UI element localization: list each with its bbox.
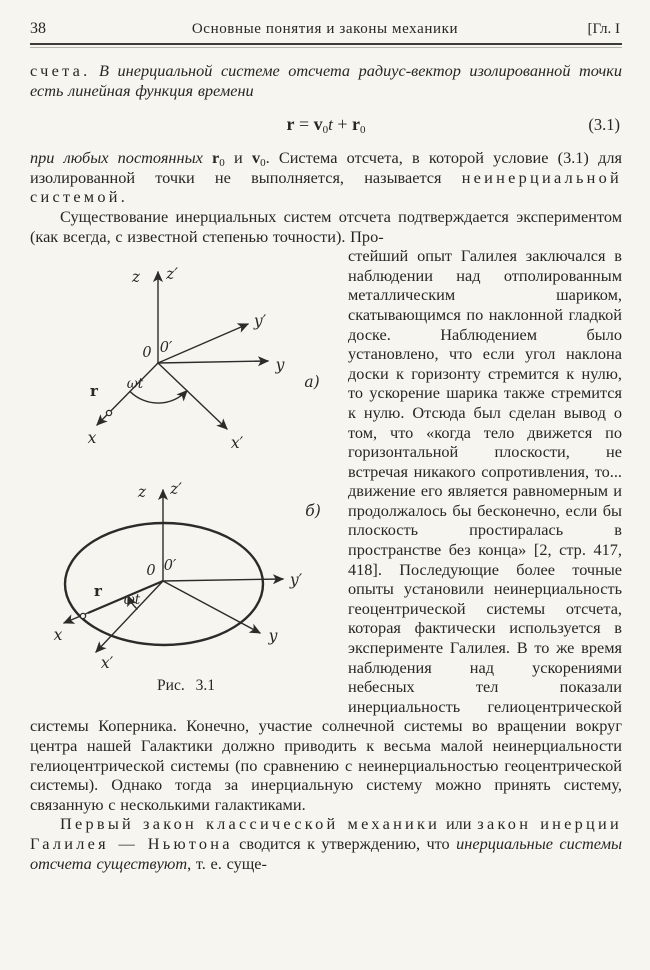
panel-b-tag: б) <box>305 502 321 521</box>
origin-prime-label: 0′ <box>163 558 177 575</box>
origin-label: 0 <box>146 563 156 580</box>
paragraph-4-spaced-2: закон инерции Галилея — Ньютона <box>30 814 622 853</box>
axis-label-z-prime: z′ <box>170 480 182 499</box>
axis-label-x: x <box>87 429 97 448</box>
paragraph-2-spaced: неинерциальной системой. <box>30 167 622 207</box>
vector-r-label: r <box>94 582 102 601</box>
axis-y <box>158 361 268 363</box>
axis-label-x-prime: x′ <box>100 654 114 673</box>
figure-3-1 <box>30 246 342 696</box>
axis-label-y: y <box>275 356 285 375</box>
paragraph-4-spaced-1: Первый закон классической механики <box>60 814 441 834</box>
vector-r-label: r <box>90 382 98 401</box>
axis-label-y: y <box>268 627 278 646</box>
axis-y <box>163 581 260 633</box>
origin-prime-label: 0′ <box>159 340 173 357</box>
figure-caption: Рис. 3.1 <box>157 677 215 695</box>
axis-x-prime <box>158 363 227 429</box>
equation-3-1 <box>30 112 622 137</box>
chapter-label: [Гл. I <box>587 21 620 37</box>
header-rule <box>30 43 622 48</box>
axis-label-z: z <box>137 483 147 502</box>
page-header <box>30 20 622 43</box>
figure-3-1a <box>30 246 340 470</box>
paragraph-2: при любых постоянных $r_0$ и $v_0$. Система отсчета, в которой условие (3.1) для изолированной точки не выполняется, называется неинерциальной системой. <box>30 148 622 207</box>
paragraph-4: Первый закон классической механики или закон инерции Галилея — Ньютона сводится к утверждению, что инерциальные системы отсчета существуют, т. е. суще- <box>30 814 622 873</box>
paragraph-4-italic: инерциальные системы отсчета существуют <box>30 833 622 873</box>
running-title: Основные понятия и законы механики <box>191 21 459 37</box>
axis-label-y-prime: y′ <box>253 312 267 331</box>
page-number: 38 <box>30 20 46 37</box>
axis-label-y-prime: y′ <box>289 571 303 590</box>
equation-body: $r = v_0t + r_0$ <box>286 114 366 137</box>
paragraph-2-text: . Система отсчета, в которой условие (3.1) для изолированной точки не выполняется, называется <box>30 148 622 187</box>
panel-a-tag: а) <box>304 373 320 392</box>
paragraph-3-text: стейший опыт Галилея заключался в наблюдении над отполированным металлическим шариком, скатывающимся по наклонной гладкой доске. Наблюдением было установлено, что если угол наклона доски к горизонту стремится к нулю, то ускорение шарика также стремится к нулю. Отсюда был сделан вывод о том, что «когда тело движется по горизонтальной плоскости, не встречая никакого сопротивления, то... движение его является равномерным и продолжалось бы бесконечно, если бы плоскость простиралась в пространстве без конца» [2, стр. 417, 418]. Последующие более точные опыты установили неинерциальность геоцентрической системы отсчета, которая фактически используется в эксперименте Галилея. В то же время наблюдения над ускорениями небесных тел показали инерциальность гелиоцентрической системы Коперника. Конечно, участие солнечной системы во вращении вокруг центра нашей Галактики должно приводить к весьма малой неинерциальности гелиоцентрической системы (по сравнению с неинерциальностью геоцентрической системы). Однако тогда за инерциальную систему можно принять систему, связанную с несколькими галактиками. <box>30 246 622 814</box>
angle-label: ωt <box>126 376 144 393</box>
paragraph-1-lead: счета. <box>30 61 91 80</box>
axis-label-z: z <box>131 268 141 287</box>
axis-label-z-prime: z′ <box>166 265 178 284</box>
figure-3-1b <box>30 470 340 675</box>
axis-y-prime <box>163 579 283 581</box>
paragraph-3-lead: Существование инерциальных систем отсчета подтверждается экспериментом (как всегда, с известной степенью точности). Про- <box>30 206 622 246</box>
point-marker <box>80 614 85 619</box>
axis-label-x: x <box>53 626 63 645</box>
paragraph-2-italic: при любых постоянных <box>30 148 203 168</box>
axis-label-x-prime: x′ <box>230 434 244 453</box>
paragraph-1 <box>30 61 622 100</box>
paragraph-1-italic: В инерциальной системе отсчета радиус-вектор изолированной точки есть линейная функция времени <box>30 61 622 100</box>
angle-label: ωt <box>123 592 141 609</box>
equation-number: (3.1) <box>588 115 620 135</box>
axis-x <box>97 363 158 425</box>
angle-arc <box>130 391 187 403</box>
paragraph-3-body <box>30 246 622 814</box>
point-marker <box>106 411 111 416</box>
origin-label: 0 <box>142 345 152 362</box>
